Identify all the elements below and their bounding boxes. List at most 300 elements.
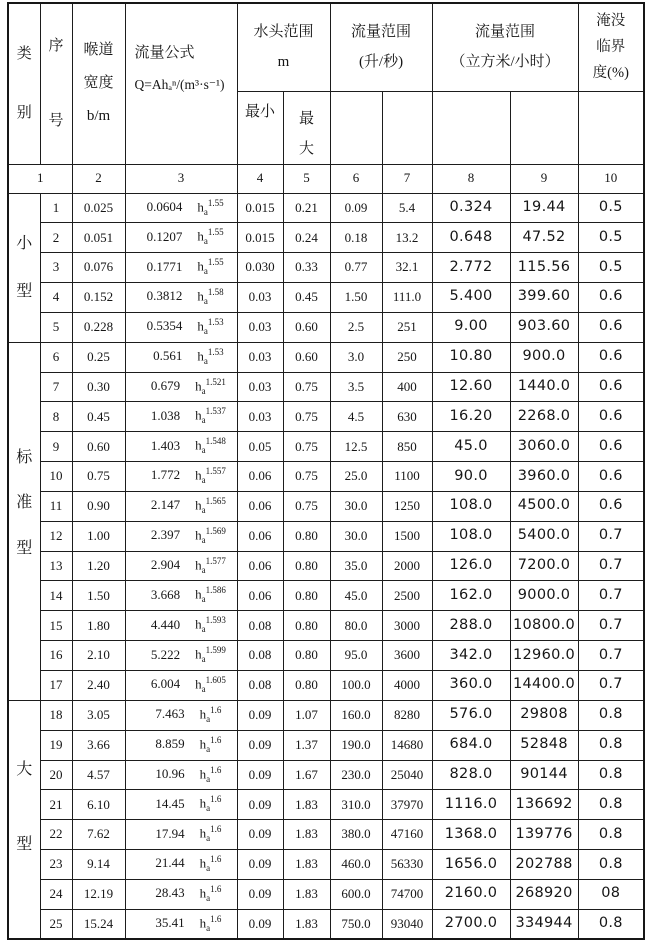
header-formula-equation: Q=Ahₐⁿ/(m³·s⁻¹) [134,77,225,92]
formula-cell: 0.1207 $h_a^{1.55}$ [125,223,237,253]
throat-width-cell: 0.30 [72,372,125,402]
head-max-cell: 1.83 [283,790,330,820]
flow-m3h-min-cell: 576.0 [432,700,510,730]
seq-cell: 25 [40,909,72,939]
flow-m3h-max-cell: 5400.0 [510,521,578,551]
flow-ls-min-cell: 310.0 [330,790,382,820]
submergence-cell: 0.7 [578,611,644,641]
head-min-cell: 0.03 [237,283,283,313]
head-min-cell: 0.09 [237,909,283,939]
head-min-cell: 0.06 [237,462,283,492]
empty-subheader-cell [382,91,432,164]
flow-ls-max-cell: 400 [382,372,432,402]
throat-width-cell: 2.10 [72,641,125,671]
flow-m3h-max-cell: 202788 [510,850,578,880]
flow-m3h-min-cell: 0.648 [432,223,510,253]
head-max-cell: 0.75 [283,372,330,402]
throat-width-cell: 0.60 [72,432,125,462]
flow-ls-min-cell: 95.0 [330,641,382,671]
throat-width-cell: 0.076 [72,253,125,283]
head-max-cell: 1.83 [283,879,330,909]
header-throat-width [72,3,125,164]
header-flow-ls-unit: (升/秒) [358,54,404,71]
flow-m3h-min-cell: 0.324 [432,193,510,223]
seq-cell: 18 [40,700,72,730]
head-max-cell: 0.21 [283,193,330,223]
flow-m3h-min-cell: 2.772 [432,253,510,283]
throat-width-cell: 1.80 [72,611,125,641]
flow-ls-min-cell: 460.0 [330,850,382,880]
seq-cell: 19 [40,730,72,760]
seq-cell: 9 [40,432,72,462]
col-number-7: 7 [382,164,432,193]
submergence-cell: 0.7 [578,671,644,701]
table-row [8,671,644,701]
head-min-cell: 0.08 [237,641,283,671]
header-flow-range-m3h [432,3,578,91]
flow-m3h-max-cell: 14400.0 [510,671,578,701]
flow-ls-max-cell: 13.2 [382,223,432,253]
flow-ls-min-cell: 25.0 [330,462,382,492]
flow-ls-min-cell: 0.77 [330,253,382,283]
flow-ls-max-cell: 2500 [382,581,432,611]
head-max-cell: 0.60 [283,312,330,342]
throat-width-cell: 0.90 [72,491,125,521]
flow-ls-max-cell: 47160 [382,820,432,850]
flow-m3h-max-cell: 90144 [510,760,578,790]
throat-width-cell: 2.40 [72,671,125,701]
category-label-large [8,700,40,939]
formula-cell: 2.904 $h_a^{1.577}$ [125,551,237,581]
head-min-cell: 0.03 [237,402,283,432]
flow-m3h-min-cell: 108.0 [432,521,510,551]
submergence-cell: 08 [578,879,644,909]
flow-ls-max-cell: 1250 [382,491,432,521]
flow-m3h-max-cell: 900.0 [510,342,578,372]
header-category [8,3,40,164]
seq-cell: 7 [40,372,72,402]
flow-ls-max-cell: 14680 [382,730,432,760]
flume-spec-table [7,2,645,940]
flow-ls-max-cell: 25040 [382,760,432,790]
throat-width-cell: 4.57 [72,760,125,790]
flow-m3h-max-cell: 4500.0 [510,491,578,521]
seq-cell: 11 [40,491,72,521]
head-max-cell: 0.80 [283,671,330,701]
head-min-cell: 0.015 [237,193,283,223]
flow-ls-min-cell: 12.5 [330,432,382,462]
submergence-cell: 0.6 [578,432,644,462]
formula-cell: 0.3812 $h_a^{1.58}$ [125,283,237,313]
head-max-cell: 1.37 [283,730,330,760]
formula-cell: 0.561 $h_a^{1.53}$ [125,342,237,372]
flow-ls-min-cell: 45.0 [330,581,382,611]
category-char: 标 [16,448,33,466]
header-seq-line1: 序 [48,38,64,55]
seq-cell: 13 [40,551,72,581]
head-min-cell: 0.09 [237,879,283,909]
col-number-3: 3 [125,164,237,193]
col-number-4: 4 [237,164,283,193]
formula-cell: 4.440 $h_a^{1.593}$ [125,611,237,641]
submergence-cell: 0.5 [578,253,644,283]
seq-cell: 23 [40,850,72,880]
flow-ls-min-cell: 35.0 [330,551,382,581]
empty-subheader-cell [330,91,382,164]
head-max-cell: 1.83 [283,850,330,880]
head-min-cell: 0.05 [237,432,283,462]
header-submergence-line1: 淹没 [596,13,626,30]
flow-m3h-min-cell: 828.0 [432,760,510,790]
category-char: 型 [16,836,33,854]
submergence-cell: 0.6 [578,372,644,402]
head-min-cell: 0.030 [237,253,283,283]
table-row [8,342,644,372]
throat-width-cell: 0.75 [72,462,125,492]
head-min-cell: 0.09 [237,700,283,730]
formula-cell: 0.5354 $h_a^{1.53}$ [125,312,237,342]
head-max-cell: 0.80 [283,581,330,611]
head-min-cell: 0.09 [237,850,283,880]
flow-m3h-min-cell: 108.0 [432,491,510,521]
flow-m3h-min-cell: 5.400 [432,283,510,313]
header-flow-formula [125,3,237,164]
flow-m3h-min-cell: 126.0 [432,551,510,581]
submergence-cell: 0.7 [578,641,644,671]
table-row [8,402,644,432]
formula-cell: 35.41 $h_a^{1.6}$ [125,909,237,939]
flow-ls-min-cell: 30.0 [330,491,382,521]
flow-ls-min-cell: 230.0 [330,760,382,790]
flow-ls-min-cell: 160.0 [330,700,382,730]
formula-cell: 17.94 $h_a^{1.6}$ [125,820,237,850]
flow-ls-max-cell: 251 [382,312,432,342]
empty-subheader-cell [432,91,510,164]
flow-ls-max-cell: 850 [382,432,432,462]
header-formula-title: 流量公式 [134,45,195,61]
header-flow-range-ls [330,3,432,91]
head-max-cell: 0.80 [283,641,330,671]
col-number-6: 6 [330,164,382,193]
submergence-cell: 0.6 [578,342,644,372]
flow-m3h-min-cell: 162.0 [432,581,510,611]
table-row [8,462,644,492]
seq-cell: 3 [40,253,72,283]
submergence-cell: 0.5 [578,193,644,223]
seq-cell: 16 [40,641,72,671]
flow-m3h-max-cell: 9000.0 [510,581,578,611]
flow-m3h-min-cell: 16.20 [432,402,510,432]
throat-width-cell: 0.051 [72,223,125,253]
throat-width-cell: 3.66 [72,730,125,760]
flow-m3h-min-cell: 1656.0 [432,850,510,880]
seq-cell: 5 [40,312,72,342]
table-row [8,700,644,730]
seq-cell: 20 [40,760,72,790]
col-number-9: 9 [510,164,578,193]
header-submergence [578,3,644,91]
submergence-cell: 0.8 [578,700,644,730]
throat-width-cell: 0.25 [72,342,125,372]
head-max-cell: 0.75 [283,491,330,521]
header-flow-ls-line1: 流量范围 [351,24,412,41]
table-row [8,253,644,283]
table-row [8,193,644,223]
flow-m3h-min-cell: 2700.0 [432,909,510,939]
submergence-cell: 0.5 [578,223,644,253]
flow-m3h-min-cell: 45.0 [432,432,510,462]
table-row [8,491,644,521]
flow-ls-min-cell: 3.5 [330,372,382,402]
flow-ls-min-cell: 0.18 [330,223,382,253]
table-row [8,372,644,402]
header-seq-line2: 号 [48,112,64,129]
flow-ls-min-cell: 750.0 [330,909,382,939]
header-category-line1: 类 [16,46,32,63]
table-row [8,820,644,850]
flow-ls-min-cell: 80.0 [330,611,382,641]
flow-ls-max-cell: 56330 [382,850,432,880]
flow-ls-min-cell: 600.0 [330,879,382,909]
submergence-cell: 0.7 [578,581,644,611]
flow-ls-min-cell: 3.0 [330,342,382,372]
flow-m3h-max-cell: 334944 [510,909,578,939]
flow-m3h-min-cell: 2160.0 [432,879,510,909]
header-submergence-line2: 临界 [596,39,626,56]
flow-m3h-max-cell: 903.60 [510,312,578,342]
flow-m3h-min-cell: 342.0 [432,641,510,671]
flow-m3h-min-cell: 90.0 [432,462,510,492]
category-char: 型 [16,282,33,300]
formula-cell: 8.859 $h_a^{1.6}$ [125,730,237,760]
header-min: 最小 [237,91,283,164]
flow-m3h-min-cell: 9.00 [432,312,510,342]
throat-width-cell: 0.45 [72,402,125,432]
submergence-cell: 0.8 [578,790,644,820]
flow-m3h-min-cell: 12.60 [432,372,510,402]
flow-m3h-min-cell: 360.0 [432,671,510,701]
head-min-cell: 0.09 [237,760,283,790]
head-min-cell: 0.06 [237,551,283,581]
table-row [8,641,644,671]
header-max [283,91,330,164]
seq-cell: 24 [40,879,72,909]
head-max-cell: 0.80 [283,521,330,551]
category-char: 型 [16,540,33,558]
head-max-cell: 0.75 [283,462,330,492]
header-flow-m3h-unit: （立方米/小时） [450,54,560,71]
flow-ls-min-cell: 2.5 [330,312,382,342]
flow-ls-max-cell: 3600 [382,641,432,671]
flow-m3h-min-cell: 1368.0 [432,820,510,850]
col-number-10: 10 [578,164,644,193]
flow-ls-max-cell: 630 [382,402,432,432]
throat-width-cell: 7.62 [72,820,125,850]
table-row [8,850,644,880]
throat-width-cell: 0.025 [72,193,125,223]
head-min-cell: 0.06 [237,491,283,521]
flow-ls-max-cell: 3000 [382,611,432,641]
table-row [8,581,644,611]
table-row [8,909,644,939]
flow-m3h-max-cell: 136692 [510,790,578,820]
submergence-cell: 0.8 [578,760,644,790]
submergence-cell: 0.8 [578,909,644,939]
category-label-small [8,193,40,342]
header-submergence-line3: 度(%) [592,65,629,82]
seq-cell: 12 [40,521,72,551]
header-category-line2: 别 [16,104,32,121]
flow-m3h-min-cell: 684.0 [432,730,510,760]
head-min-cell: 0.09 [237,730,283,760]
formula-cell: 1.772 $h_a^{1.557}$ [125,462,237,492]
head-min-cell: 0.09 [237,820,283,850]
formula-cell: 3.668 $h_a^{1.586}$ [125,581,237,611]
seq-cell: 1 [40,193,72,223]
flow-ls-min-cell: 1.50 [330,283,382,313]
table-row [8,223,644,253]
throat-width-cell: 15.24 [72,909,125,939]
formula-cell: 1.403 $h_a^{1.548}$ [125,432,237,462]
formula-cell: 10.96 $h_a^{1.6}$ [125,760,237,790]
head-max-cell: 1.07 [283,700,330,730]
seq-cell: 2 [40,223,72,253]
flow-ls-max-cell: 74700 [382,879,432,909]
flow-m3h-max-cell: 268920 [510,879,578,909]
head-max-cell: 0.33 [283,253,330,283]
throat-width-cell: 12.19 [72,879,125,909]
formula-cell: 21.44 $h_a^{1.6}$ [125,850,237,880]
flow-m3h-max-cell: 2268.0 [510,402,578,432]
flow-ls-max-cell: 37970 [382,790,432,820]
formula-cell: 0.679 $h_a^{1.521}$ [125,372,237,402]
flow-m3h-max-cell: 115.56 [510,253,578,283]
formula-cell: 2.147 $h_a^{1.565}$ [125,491,237,521]
head-min-cell: 0.09 [237,790,283,820]
table-row [8,790,644,820]
flow-ls-max-cell: 1100 [382,462,432,492]
table-row [8,432,644,462]
seq-cell: 14 [40,581,72,611]
flow-m3h-max-cell: 399.60 [510,283,578,313]
category-char: 准 [16,494,33,512]
category-label-standard [8,342,40,700]
seq-cell: 8 [40,402,72,432]
header-flow-m3h-line1: 流量范围 [475,24,536,41]
flow-m3h-min-cell: 10.80 [432,342,510,372]
head-max-cell: 0.80 [283,551,330,581]
header-throat-line3: b/m [86,108,111,125]
seq-cell: 17 [40,671,72,701]
formula-cell: 14.45 $h_a^{1.6}$ [125,790,237,820]
flow-ls-max-cell: 93040 [382,909,432,939]
flow-m3h-max-cell: 29808 [510,700,578,730]
head-max-cell: 0.60 [283,342,330,372]
head-min-cell: 0.08 [237,611,283,641]
header-head-range [237,3,330,91]
flow-ls-min-cell: 30.0 [330,521,382,551]
flow-m3h-max-cell: 139776 [510,820,578,850]
header-head-range-line1: 水头范围 [253,24,314,41]
table-row [8,521,644,551]
flow-ls-max-cell: 5.4 [382,193,432,223]
throat-width-cell: 6.10 [72,790,125,820]
head-min-cell: 0.03 [237,372,283,402]
flow-ls-max-cell: 1500 [382,521,432,551]
head-max-cell: 0.75 [283,402,330,432]
flow-ls-max-cell: 250 [382,342,432,372]
throat-width-cell: 1.50 [72,581,125,611]
formula-cell: 1.038 $h_a^{1.537}$ [125,402,237,432]
formula-cell: 28.43 $h_a^{1.6}$ [125,879,237,909]
header-throat-line2: 宽度 [83,75,114,92]
flow-m3h-max-cell: 7200.0 [510,551,578,581]
flow-ls-min-cell: 190.0 [330,730,382,760]
formula-cell: 2.397 $h_a^{1.569}$ [125,521,237,551]
flow-ls-max-cell: 32.1 [382,253,432,283]
throat-width-cell: 1.00 [72,521,125,551]
table-row [8,730,644,760]
flow-ls-min-cell: 100.0 [330,671,382,701]
submergence-cell: 0.7 [578,551,644,581]
submergence-cell: 0.8 [578,820,644,850]
flow-ls-min-cell: 380.0 [330,820,382,850]
seq-cell: 21 [40,790,72,820]
table-row [8,312,644,342]
head-min-cell: 0.06 [237,521,283,551]
flow-m3h-max-cell: 3960.0 [510,462,578,492]
submergence-cell: 0.8 [578,850,644,880]
col-number-5: 5 [283,164,330,193]
flow-ls-max-cell: 8280 [382,700,432,730]
header-row-main [8,3,644,91]
submergence-cell: 0.6 [578,462,644,492]
col-number-1: 1 [8,164,72,193]
seq-cell: 6 [40,342,72,372]
table-row [8,551,644,581]
head-min-cell: 0.03 [237,312,283,342]
formula-cell: 5.222 $h_a^{1.599}$ [125,641,237,671]
flow-m3h-max-cell: 12960.0 [510,641,578,671]
formula-cell: 7.463 $h_a^{1.6}$ [125,700,237,730]
table-row [8,611,644,641]
formula-cell: 6.004 $h_a^{1.605}$ [125,671,237,701]
head-max-cell: 1.83 [283,820,330,850]
category-char: 小 [16,235,33,253]
empty-subheader-cell [510,91,578,164]
seq-cell: 10 [40,462,72,492]
header-head-range-unit: m [277,54,290,71]
formula-cell: 0.1771 $h_a^{1.55}$ [125,253,237,283]
submergence-cell: 0.7 [578,521,644,551]
head-max-cell: 1.83 [283,909,330,939]
col-number-2: 2 [72,164,125,193]
flow-ls-max-cell: 2000 [382,551,432,581]
throat-width-cell: 1.20 [72,551,125,581]
flow-m3h-min-cell: 1116.0 [432,790,510,820]
formula-cell: 0.0604 $h_a^{1.55}$ [125,193,237,223]
flow-m3h-max-cell: 10800.0 [510,611,578,641]
head-max-cell: 0.75 [283,432,330,462]
head-max-cell: 1.67 [283,760,330,790]
throat-width-cell: 3.05 [72,700,125,730]
table-row [8,283,644,313]
submergence-cell: 0.8 [578,730,644,760]
submergence-cell: 0.6 [578,312,644,342]
submergence-cell: 0.6 [578,491,644,521]
head-min-cell: 0.03 [237,342,283,372]
table-row [8,879,644,909]
